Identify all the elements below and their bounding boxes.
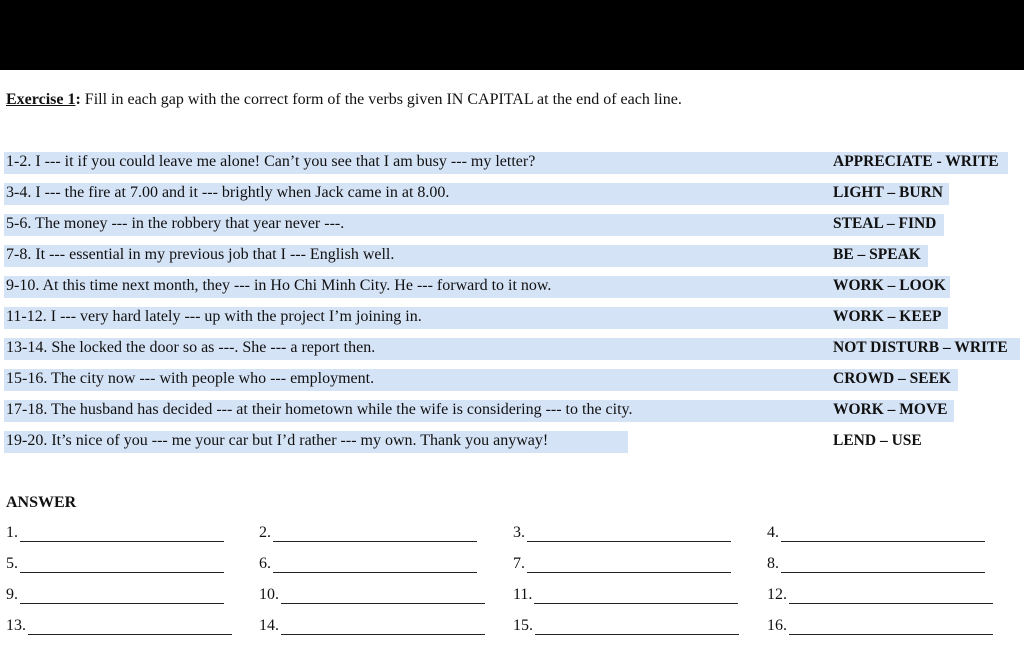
answer-item [767,555,985,573]
question-text: 1-2. I --- it if you could leave me alone! Can’t you see that I am busy --- my letter? [6,153,536,170]
answer-item [767,524,985,542]
question-row [0,276,1024,298]
answer-grid [0,524,1024,644]
question-row [0,152,1024,174]
answer-number: 11. [513,586,533,603]
question-verbs: WORK – LOOK [833,277,946,294]
question-row [0,369,1024,391]
answer-blank[interactable] [20,527,224,542]
question-text: 13-14. She locked the door so as ---. She --- a report then. [6,339,376,356]
answer-number: 10. [259,586,279,603]
answer-item [6,586,224,604]
question-verbs: WORK – MOVE [833,401,948,418]
answer-blank[interactable] [535,620,739,635]
question-verbs: NOT DISTURB – WRITE [833,339,1008,356]
answer-blank[interactable] [20,558,224,573]
question-text: 5-6. The money --- in the robbery that year never ---. [6,215,345,232]
answer-number: 9. [6,586,18,603]
answer-item [513,586,738,604]
answer-item [6,555,224,573]
question-row [0,183,1024,205]
answer-blank[interactable] [789,620,993,635]
answer-blank[interactable] [789,589,993,604]
answer-number: 6. [259,555,271,572]
question-text: 15-16. The city now --- with people who --- employment. [6,370,375,387]
question-text: 3-4. I --- the fire at 7.00 and it --- brightly when Jack came in at 8.00. [6,184,450,201]
answer-number: 16. [767,617,787,634]
question-verbs: BE – SPEAK [833,246,921,263]
answer-item [513,555,731,573]
answer-blank[interactable] [527,558,731,573]
question-verbs: LEND – USE [833,432,922,449]
answer-number: 5. [6,555,18,572]
answer-item [767,586,993,604]
answer-number: 4. [767,524,779,541]
answer-blank[interactable] [534,589,738,604]
question-verbs: STEAL – FIND [833,215,937,232]
question-verbs: WORK – KEEP [833,308,942,325]
answer-item [259,586,485,604]
answer-number: 3. [513,524,525,541]
answer-item [259,524,477,542]
answer-number: 7. [513,555,525,572]
top-black-bar [0,0,1024,70]
question-verbs: CROWD – SEEK [833,370,951,387]
question-text: 11-12. I --- very hard lately --- up with the project I’m joining in. [6,308,422,325]
question-verbs: APPRECIATE - WRITE [833,153,999,170]
answer-blank[interactable] [20,589,224,604]
answer-item [513,524,731,542]
exercise-colon: : [75,91,81,108]
answer-blank[interactable] [527,527,731,542]
answer-item [6,524,224,542]
question-verbs: LIGHT – BURN [833,184,943,201]
answer-number: 15. [513,617,533,634]
question-text: 9-10. At this time next month, they --- in Ho Chi Minh City. He --- forward to it now. [6,277,552,294]
answer-blank[interactable] [781,558,985,573]
answer-blank[interactable] [273,558,477,573]
answer-item [259,555,477,573]
exercise-label: Exercise 1 [6,91,76,108]
question-row [0,307,1024,329]
answer-blank[interactable] [781,527,985,542]
answer-blank[interactable] [28,620,232,635]
answer-item [6,617,232,635]
answer-number: 12. [767,586,787,603]
answer-title: ANSWER [6,494,77,511]
answer-blank[interactable] [281,620,485,635]
question-text: 7-8. It --- essential in my previous job that I --- English well. [6,246,395,263]
answer-number: 13. [6,617,26,634]
exercise-instruction: Fill in each gap with the correct form of the verbs given IN CAPITAL at the end of each line. [84,91,682,108]
answer-item [259,617,485,635]
answer-item [767,617,993,635]
question-text: 17-18. The husband has decided --- at their hometown while the wife is considering --- to the city. [6,401,633,418]
answer-blank[interactable] [281,589,485,604]
question-row [0,338,1024,360]
question-row [0,400,1024,422]
answer-number: 2. [259,524,271,541]
question-row [0,431,1024,453]
question-row [0,245,1024,267]
answer-blank[interactable] [273,527,477,542]
answer-number: 14. [259,617,279,634]
answer-item [513,617,739,635]
answer-number: 1. [6,524,18,541]
exercise-heading [6,91,682,109]
question-row [0,214,1024,236]
answer-number: 8. [767,555,779,572]
question-text: 19-20. It’s nice of you --- me your car but I’d rather --- my own. Thank you anyway! [6,432,549,449]
